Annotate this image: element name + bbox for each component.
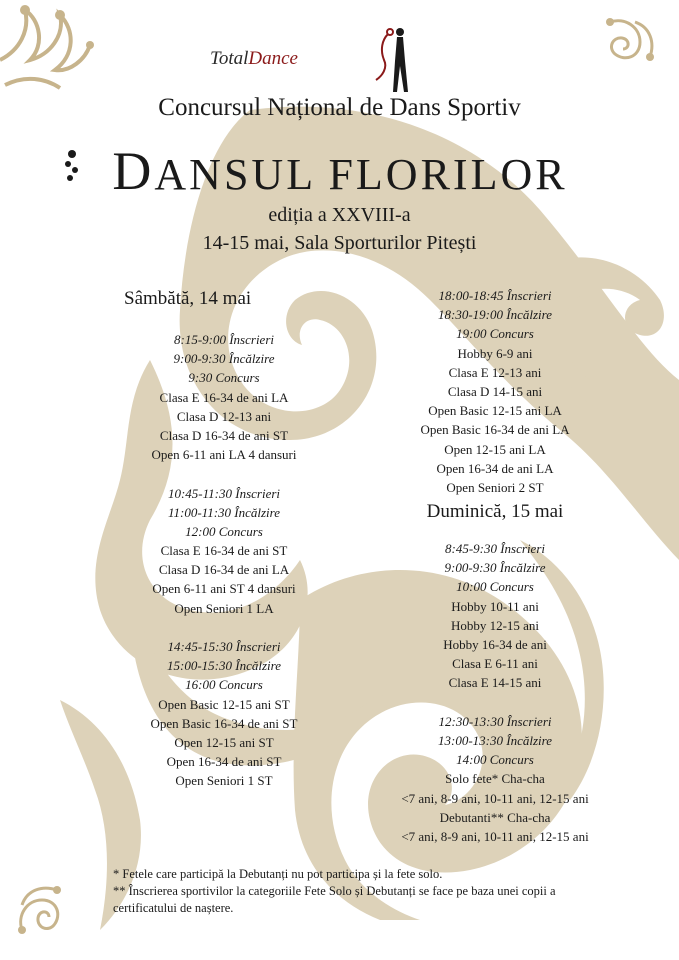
footnote-2: ** Înscrierea sportivilor la categoriile Fete Solo și Debutanți se face pe baza unei copii a — [113, 884, 556, 898]
schedule-line: Open Basic 16-34 de ani LA — [420, 422, 570, 438]
schedule-line: <7 ani, 8-9 ani, 10-11 ani, 12-15 ani — [401, 790, 589, 806]
schedule-line: Clasa E 14-15 ani — [448, 675, 542, 691]
schedule-line: 15:00-15:30 Încălzire — [167, 658, 281, 674]
schedule-line: Clasa E 12-13 ani — [448, 364, 542, 380]
schedule-line: Debutanti** Cha-cha — [439, 809, 551, 825]
schedule-line: Hobby 12-15 ani — [450, 617, 540, 633]
schedule-line: Open Seniori 2 ST — [446, 479, 544, 495]
corner-ornament-top-right — [600, 12, 660, 72]
schedule-line: Open Seniori 1 ST — [175, 773, 273, 789]
schedule-line: 12:00 Concurs — [185, 523, 263, 539]
schedule-line: Solo fete* Cha-cha — [445, 771, 545, 787]
schedule-line: Clasa E 6-11 ani — [452, 656, 538, 672]
schedule-line: Clasa D 16-34 de ani LA — [158, 562, 290, 578]
edition-label: ediția a XXVIII-a — [268, 204, 411, 226]
schedule-line: Open 16-34 de ani LA — [436, 460, 554, 476]
footnote-1: * Fetele care participă la Debutanți nu pot participa și la fete solo. — [113, 867, 443, 881]
schedule-line: Clasa D 16-34 de ani ST — [159, 427, 289, 443]
schedule-line: Open 16-34 de ani ST — [166, 754, 282, 770]
corner-ornament-top-left — [0, 0, 95, 90]
schedule-line: 10:45-11:30 Înscrieri — [167, 485, 281, 501]
sunday-heading: Duminică, 15 mai — [426, 501, 564, 523]
schedule-line: 9:00-9:30 Încălzire — [444, 560, 546, 576]
schedule-line: 14:00 Concurs — [456, 752, 534, 768]
corner-ornament-bottom-left — [12, 880, 72, 940]
logo-total: Total — [210, 48, 249, 69]
logo-text — [210, 48, 298, 70]
schedule-line: 8:45-9:30 Înscrieri — [444, 541, 545, 557]
schedule-line: 14:45-15:30 Înscrieri — [167, 639, 281, 654]
schedule-line: 18:30-19:00 Încălzire — [438, 307, 552, 323]
schedule-line: Open Basic 16-34 de ani ST — [150, 715, 298, 731]
schedule-line: 10:00 Concurs — [456, 579, 534, 595]
schedule-line: Hobby 6-9 ani — [457, 345, 533, 361]
schedule-line: 9:30 Concurs — [188, 370, 260, 386]
schedule-line: Clasa D 12-13 ani — [176, 408, 272, 424]
schedule-line: Open Basic 12-15 ani LA — [428, 403, 562, 419]
schedule-line: Clasa D 14-15 ani — [447, 383, 543, 399]
dancing-couple-icon — [370, 26, 420, 96]
event-title — [60, 140, 620, 202]
event-title-initial: D — [112, 141, 155, 201]
schedule-line: 18:00-18:45 Înscrieri — [438, 288, 552, 303]
schedule-line: 12:30-13:30 Înscrieri — [438, 713, 552, 729]
competition-subtitle: Concursul Național de Dans Sportiv — [158, 94, 521, 121]
schedule-line: 8:15-9:00 Înscrieri — [173, 332, 274, 347]
schedule-line: Open 12-15 ani LA — [444, 441, 546, 457]
schedule-line: Hobby 16-34 de ani — [443, 637, 547, 652]
total-dance-logo — [210, 26, 420, 96]
logo-dance: Dance — [248, 48, 298, 69]
schedule-line: <7 ani, 8-9 ani, 10-11 ani, 12-15 ani — [401, 828, 589, 844]
saturday-heading: Sâmbătă, 14 mai — [124, 288, 252, 309]
date-venue: 14-15 mai, Sala Sporturilor Pitești — [202, 232, 477, 254]
schedule-line: Open 12-15 ani ST — [174, 734, 274, 750]
schedule-line: Hobby 10-11 ani — [451, 598, 539, 614]
footnote-3: certificatului de naștere. — [113, 901, 234, 915]
schedule-line: Clasa E 16-34 de ani ST — [160, 543, 288, 559]
saturday-schedule — [104, 330, 344, 791]
schedule-line: Open 6-11 ani ST 4 dansuri — [152, 581, 296, 597]
schedule-line: Clasa E 16-34 de ani LA — [159, 389, 289, 405]
schedule-line: 11:00-11:30 Încălzire — [167, 504, 281, 520]
schedule-line: Open Basic 12-15 ani ST — [158, 696, 290, 712]
schedule-line: 19:00 Concurs — [456, 326, 534, 342]
right-schedule — [375, 286, 615, 846]
schedule-line: Open Seniori 1 LA — [174, 600, 274, 616]
schedule-line: 9:00-9:30 Încălzire — [173, 351, 275, 367]
schedule-line: 16:00 Concurs — [185, 677, 263, 693]
footnotes — [113, 866, 633, 917]
event-title-rest: ANSUL FLORILOR — [154, 150, 568, 199]
schedule-line: Open 6-11 ani LA 4 dansuri — [151, 447, 297, 463]
schedule-line: 13:00-13:30 Încălzire — [438, 732, 552, 748]
